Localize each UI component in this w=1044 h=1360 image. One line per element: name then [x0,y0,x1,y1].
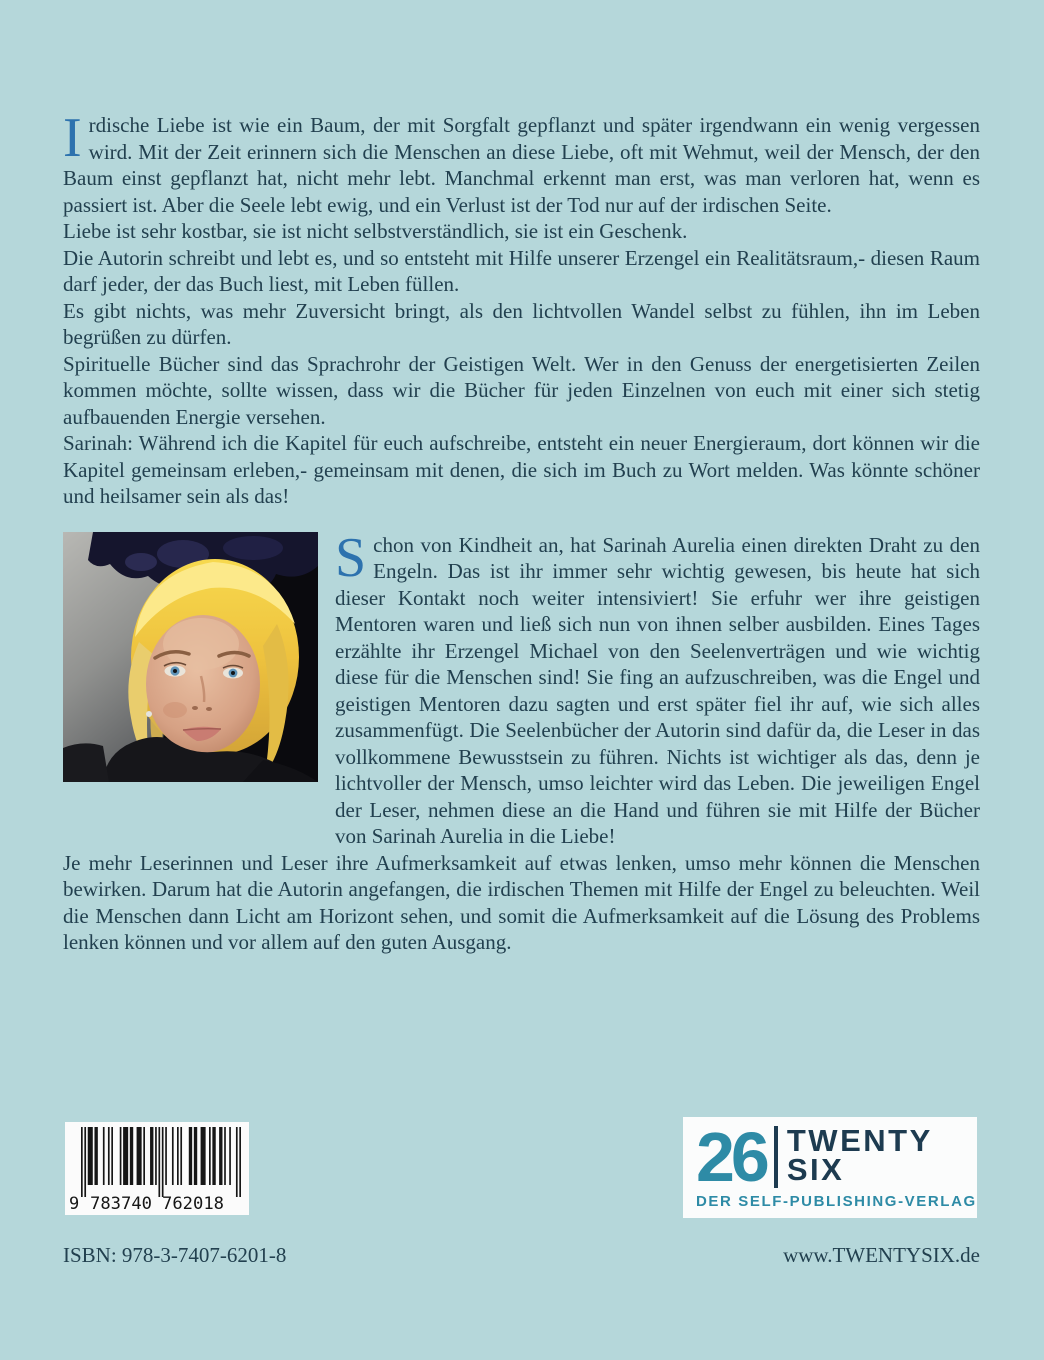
author-photo [63,532,318,782]
paragraph-love-gift: Liebe ist sehr kostbar, sie ist nicht selbstverständlich, sie ist ein Geschenk. [63,219,688,243]
paragraph-author-bio [335,526,980,850]
isbn-text: ISBN: 978-3-7407-6201-8 [63,1243,287,1267]
logo-word-twenty: TWENTY [786,1123,933,1158]
paragraph-author-continuation: Je mehr Leserinnen und Leser ihre Aufmerksamkeit auf etwas lenken, umso mehr können die Menschen bewirken. Darum hat die Autorin angefangen, die irdischen Themen mit Hilfe der Engel zu beleuchten. Weil die Menschen dann Licht am Horizont sehen, und somit die Aufmerksamkeit auf die Lösung des Problems lenken können und vor allem auf den guten Ausgang. [63,850,980,954]
barcode [65,1122,249,1215]
logo-word-six: SIX [786,1152,845,1187]
paragraph-intro-text: rdische Liebe ist wie ein Baum, der mit Sorgfalt gepflanzt und später irgendwann ein wenig vergessen wird. Mit der Zeit erinnern sich die Menschen an diese Liebe, oft mit Wehmut, weil der Mensch, der den Baum einst gepflanzt hat, nicht mehr lebt. Manchmal erkennt man erst, was man verloren hat, wenn es passiert ist. Aber die Seele lebt ewig, und ein Verlust ist der Tod nur auf der irdischen Seite. [63,113,980,217]
logo-divider [774,1126,778,1188]
barcode-left-group: 783740 [90,1194,152,1214]
logo-wordmark [786,1123,933,1187]
paragraph-zuversicht: Es gibt nichts, was mehr Zuversicht bringt, als den lichtvollen Wandel selbst zu fühlen, ihn im Leben begrüßen zu dürfen. [63,298,980,349]
publisher-logo-top [696,1118,965,1196]
logo-subtitle: DER SELF-PUBLISHING-VERLAG [696,1193,977,1210]
logo-number-26: 26 [696,1118,766,1196]
blurb-text-block [63,107,980,956]
barcode-first-digit: 9 [69,1194,80,1214]
publisher-website: www.TWENTYSIX.de [783,1243,980,1267]
dropcap-s: S [335,526,367,589]
paragraph-sarinah-quote: Sarinah: Während ich die Kapitel für euch aufschreibe, entsteht ein neuer Energieraum, dort können wir die Kapitel gemeinsam erleben,- gemeinsam mit denen, die sich im Buch zu Wort melden. Was könnte schöner und heilsamer sein als das! [63,431,980,508]
publisher-logo [683,1117,977,1218]
dropcap-i: I [63,107,82,169]
paragraph-author-writes: Die Autorin schreibt und lebt es, und so entsteht mit Hilfe unserer Erzengel ein Realitätsraum,- diesen Raum darf jeder, der das Buch liest, mit Leben füllen. [63,245,980,296]
paragraph-intro [63,107,980,218]
paragraph-spirituelle-buecher: Spirituelle Bücher sind das Sprachrohr der Geistigen Welt. Wer in den Genuss der energetisierten Zeilen kommen möchte, sollte wissen, dass wir die Bücher für jeden Einzelnen von euch mit einer sich stetig aufbauenden Energie versehen. [63,351,980,429]
author-portrait-illustration [63,532,318,782]
author-section [63,526,980,850]
paragraph-author-bio-text: chon von Kindheit an, hat Sarinah Aurelia einen direkten Draht zu den Engeln. Das ist ihr immer sehr wichtig gewesen, bis heute hat sich dieser Kontakt noch weiter intensiviert! Sie erfuhr wer ihre geistigen Mentoren waren und ließ sich nun von ihnen selber ausbilden. Eines Tages erzählte ihr Erzengel Michael von den Seelenverträgen und wie wichtig diese für die Menschen sind! Sie fing an aufzuschreiben, was die Engel und geistigen Mentoren dazu sagten und erst später fiel ihr auf, wie sich alles zusammenfügt. Die Seelenbücher der Autorin sind dafür da, die Leser in das vollkommene Bewusstsein zu führen. Nichts ist wichtiger als das, denn je lichtvoller der Mensch, umso leichter wird das Leben. Die jeweiligen Engel der Leser, nehmen diese an die Hand und führen sie mit Hilfe der Bücher von Sarinah Aurelia in die Liebe! [335,532,980,848]
barcode-right-group: 762018 [162,1194,224,1214]
barcode-bars [65,1122,249,1215]
